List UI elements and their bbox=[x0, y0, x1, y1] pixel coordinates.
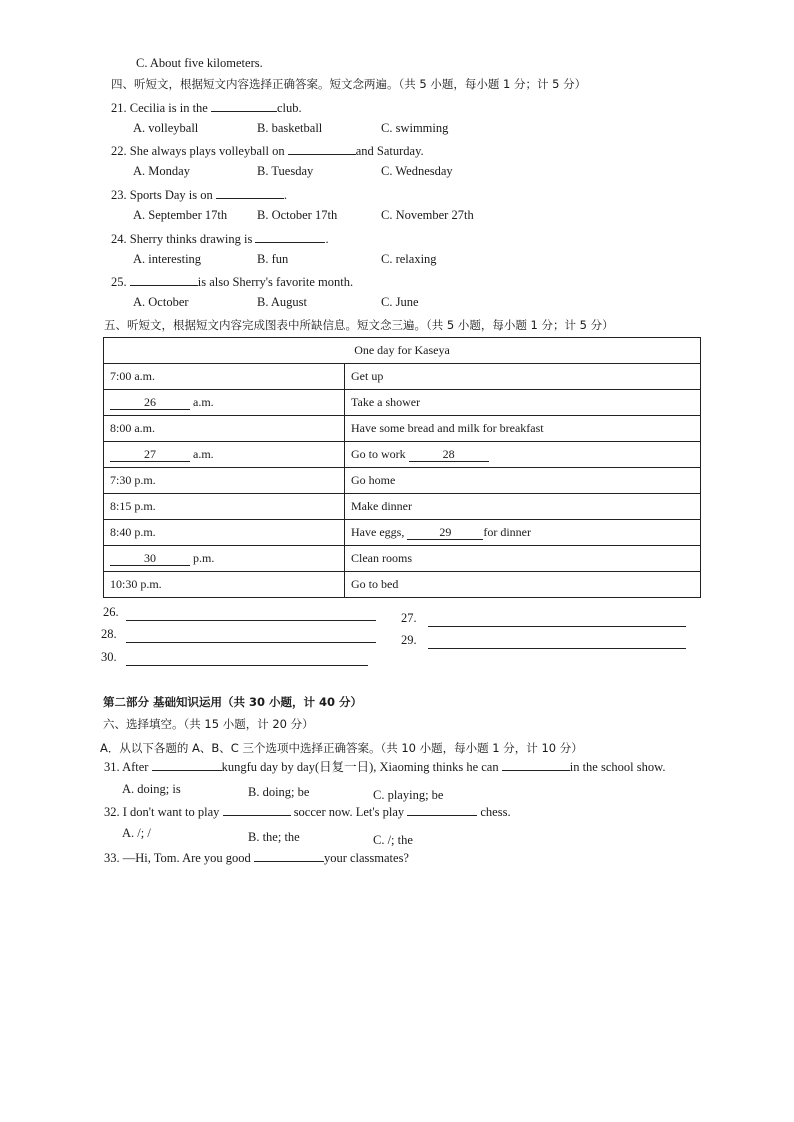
activity-cell: Take a shower bbox=[345, 390, 701, 416]
table-title: One day for Kaseya bbox=[104, 338, 701, 364]
table-row bbox=[104, 494, 701, 520]
q25-blank[interactable] bbox=[130, 273, 198, 286]
q22-text-post: and Saturday. bbox=[355, 144, 424, 158]
q31-option-a[interactable]: A. doing; is bbox=[122, 782, 181, 796]
table-row bbox=[104, 546, 701, 572]
table-row bbox=[104, 416, 701, 442]
q31-blank-1[interactable] bbox=[152, 758, 222, 771]
schedule-table bbox=[103, 337, 701, 598]
q24-number: 24. bbox=[111, 232, 127, 246]
q24-option-c[interactable]: C. relaxing bbox=[381, 252, 437, 266]
table-row bbox=[104, 572, 701, 598]
answer-blank-29[interactable]: 29 bbox=[407, 525, 483, 540]
q24-option-a[interactable]: A. interesting bbox=[133, 252, 202, 266]
answer-label-27: 27. bbox=[401, 611, 417, 625]
answer-line-28[interactable] bbox=[126, 641, 376, 643]
activity-text: Go to work bbox=[351, 447, 406, 461]
q32-blank-2[interactable] bbox=[407, 803, 477, 816]
q23-option-c[interactable]: C. November 27th bbox=[381, 208, 474, 222]
q33-text-1: —Hi, Tom. Are you good bbox=[122, 851, 251, 865]
answer-line-26[interactable] bbox=[126, 619, 376, 621]
q21-option-a[interactable]: A. volleyball bbox=[133, 121, 199, 135]
q31-number: 31. bbox=[104, 760, 120, 774]
activity-cell bbox=[345, 442, 701, 468]
q31-text-1: After bbox=[122, 760, 149, 774]
q25-text-post: is also Sherry's favorite month. bbox=[197, 275, 354, 289]
q31-text-2: kungfu day by day(日复一日), Xiaoming thinks he can bbox=[221, 760, 499, 774]
q23-number: 23. bbox=[111, 188, 127, 202]
table-row bbox=[104, 364, 701, 390]
section6-sub-a: A．从以下各题的 A、B、C 三个选项中选择正确答案。（共 10 小题，每小题 1 分，计 10 分） bbox=[100, 741, 583, 755]
q25-option-c[interactable]: C. June bbox=[381, 295, 419, 309]
q22-blank[interactable] bbox=[288, 142, 356, 155]
activity-cell: Clean rooms bbox=[345, 546, 701, 572]
time-cell bbox=[104, 390, 345, 416]
q32-text-1: I don't want to play bbox=[122, 805, 220, 819]
activity-cell: Go home bbox=[345, 468, 701, 494]
time-cell bbox=[104, 546, 345, 572]
q23-option-a[interactable]: A. September 17th bbox=[133, 208, 228, 222]
q21-option-b[interactable]: B. basketball bbox=[257, 121, 323, 135]
time-suffix: a.m. bbox=[193, 395, 214, 409]
answer-line-29[interactable] bbox=[428, 647, 686, 649]
q33-number: 33. bbox=[104, 851, 120, 865]
answer-label-28: 28. bbox=[101, 627, 117, 641]
q25-option-b[interactable]: B. August bbox=[257, 295, 308, 309]
q32-blank-1[interactable] bbox=[223, 803, 291, 816]
q22-option-a[interactable]: A. Monday bbox=[133, 164, 190, 178]
time-cell: 8:40 p.m. bbox=[104, 520, 345, 546]
activity-text-post: for dinner bbox=[483, 525, 531, 539]
answer-label-29: 29. bbox=[401, 633, 417, 647]
q31-text-3: in the school show. bbox=[569, 760, 666, 774]
q33-text-2: your classmates? bbox=[323, 851, 409, 865]
answer-line-27[interactable] bbox=[428, 625, 686, 627]
q21-option-c[interactable]: C. swimming bbox=[381, 121, 449, 135]
q33-blank[interactable] bbox=[254, 849, 324, 862]
q31-option-b[interactable]: B. doing; be bbox=[248, 785, 310, 799]
q32-number: 32. bbox=[104, 805, 120, 819]
q24-option-b[interactable]: B. fun bbox=[257, 252, 289, 266]
q25-option-a[interactable]: A. October bbox=[133, 295, 189, 309]
activity-cell: Get up bbox=[345, 364, 701, 390]
q31-blank-2[interactable] bbox=[502, 758, 570, 771]
q21-number: 21. bbox=[111, 101, 127, 115]
q21-blank[interactable] bbox=[211, 99, 277, 112]
table-row bbox=[104, 390, 701, 416]
answer-label-26: 26. bbox=[103, 605, 119, 619]
q22-text-pre: She always plays volleyball on bbox=[129, 144, 285, 158]
section5-heading: 五、听短文，根据短文内容完成图表中所缺信息。短文念三遍。（共 5 小题，每小题 1 分；计 5 分） bbox=[104, 318, 614, 332]
table-row bbox=[104, 468, 701, 494]
answer-label-30: 30. bbox=[101, 650, 117, 664]
section4-heading: 四、听短文，根据短文内容选择正确答案。短文念两遍。（共 5 小题，每小题 1 分；计 5 分） bbox=[111, 77, 587, 91]
time-cell: 7:30 p.m. bbox=[104, 468, 345, 494]
answer-blank-27[interactable]: 27 bbox=[110, 447, 190, 462]
q32-text-3: chess. bbox=[480, 805, 511, 819]
q22-option-c[interactable]: C. Wednesday bbox=[381, 164, 453, 178]
table-row bbox=[104, 520, 701, 546]
answer-blank-30[interactable]: 30 bbox=[110, 551, 190, 566]
activity-cell: Go to bed bbox=[345, 572, 701, 598]
q21-text-pre: Cecilia is in the bbox=[129, 101, 208, 115]
q31-stem bbox=[104, 758, 665, 775]
time-suffix: a.m. bbox=[193, 447, 214, 461]
q24-blank[interactable] bbox=[255, 230, 325, 243]
q23-stem bbox=[111, 186, 287, 203]
q22-number: 22. bbox=[111, 144, 127, 158]
time-cell: 8:15 p.m. bbox=[104, 494, 345, 520]
q23-text-post: . bbox=[283, 188, 287, 202]
q23-text-pre: Sports Day is on bbox=[129, 188, 213, 202]
activity-cell: Make dinner bbox=[345, 494, 701, 520]
activity-cell bbox=[345, 520, 701, 546]
section6-heading: 六、选择填空。（共 15 小题，计 20 分） bbox=[103, 717, 314, 731]
q32-option-a[interactable]: A. /; / bbox=[122, 826, 151, 840]
activity-text: Have eggs, bbox=[351, 525, 405, 539]
answer-blank-26[interactable]: 26 bbox=[110, 395, 190, 410]
q22-stem bbox=[111, 142, 424, 159]
table-header-row bbox=[104, 338, 701, 364]
q21-text-post: club. bbox=[276, 101, 302, 115]
q33-stem bbox=[104, 849, 409, 866]
time-cell: 8:00 a.m. bbox=[104, 416, 345, 442]
q31-option-c[interactable]: C. playing; be bbox=[373, 788, 444, 802]
activity-cell: Have some bread and milk for breakfast bbox=[345, 416, 701, 442]
q24-text-post: . bbox=[325, 232, 329, 246]
q25-number: 25. bbox=[111, 275, 127, 289]
time-suffix: p.m. bbox=[193, 551, 215, 565]
q24-stem bbox=[111, 230, 329, 247]
time-cell: 10:30 p.m. bbox=[104, 572, 345, 598]
q32-option-c[interactable]: C. /; the bbox=[373, 833, 413, 847]
q21-stem bbox=[111, 99, 302, 116]
q23-option-b[interactable]: B. October 17th bbox=[257, 208, 338, 222]
q23-blank[interactable] bbox=[216, 186, 284, 199]
q20-option-c: C. About five kilometers. bbox=[136, 56, 263, 70]
q25-stem bbox=[111, 273, 353, 290]
time-cell bbox=[104, 442, 345, 468]
answer-blank-28[interactable]: 28 bbox=[409, 447, 489, 462]
q24-text-pre: Sherry thinks drawing is bbox=[129, 232, 253, 246]
table-row bbox=[104, 442, 701, 468]
answer-line-30[interactable] bbox=[126, 664, 368, 666]
q32-stem bbox=[104, 803, 511, 820]
time-cell: 7:00 a.m. bbox=[104, 364, 345, 390]
q32-option-b[interactable]: B. the; the bbox=[248, 830, 300, 844]
q22-option-b[interactable]: B. Tuesday bbox=[257, 164, 314, 178]
q32-text-2: soccer now. Let's play bbox=[293, 805, 405, 819]
part2-heading: 第二部分 基础知识运用（共 30 小题，计 40 分） bbox=[103, 695, 363, 709]
